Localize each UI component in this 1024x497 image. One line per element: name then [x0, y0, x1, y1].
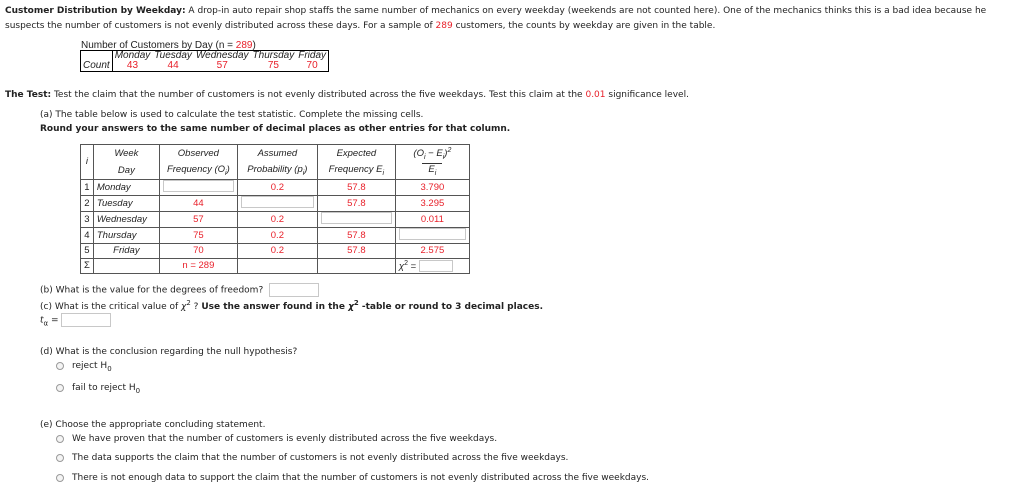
row-chi: 3.295	[395, 195, 469, 211]
row-day: Wednesday	[93, 211, 159, 227]
row-obs: 44	[159, 195, 237, 211]
part-d-question: (d) What is the conclusion regarding the null hypothesis?	[40, 347, 298, 357]
row-obs: 75	[159, 227, 237, 243]
count-title-n: 289	[235, 40, 253, 51]
row-day: Friday	[93, 243, 159, 258]
row-exp: 57.8	[317, 179, 395, 195]
header-assumed-2: Probability $(p_i)$	[237, 162, 317, 179]
count-title-suffix: )	[252, 40, 256, 51]
radio-statement-1[interactable]	[56, 435, 64, 443]
sum-empty-3	[317, 258, 395, 273]
critical-value-input[interactable]	[61, 313, 111, 327]
row-exp: 57.8	[317, 243, 395, 258]
chi-input-cell	[395, 227, 469, 243]
significance-level: 0.01	[585, 90, 606, 100]
row-chi: 2.575	[395, 243, 469, 258]
part-a-instruction	[40, 124, 510, 134]
row-obs: 70	[159, 243, 237, 258]
t-label: t	[40, 315, 44, 326]
count-day-1: Tuesday	[154, 50, 192, 61]
sum-row	[81, 258, 470, 273]
option-reject-label: reject H	[72, 361, 108, 371]
statement-3-label: There is not enough data to support the claim that the number of customers is not evenly distributed across the five weekdays.	[72, 473, 650, 483]
row-exp: 57.8	[317, 195, 395, 211]
chi-denominator: $E_i$	[422, 163, 442, 179]
test-statement	[5, 90, 689, 100]
chi-eq: =	[407, 260, 417, 272]
row-chi: 0.011	[395, 211, 469, 227]
part-c-chi: χ	[181, 302, 187, 312]
row-obs: 57	[159, 211, 237, 227]
sample-size: 289	[435, 21, 453, 31]
count-value-0: 43	[112, 61, 152, 72]
sum-empty-2	[237, 258, 317, 273]
table-row	[81, 227, 470, 243]
count-row-label: Count	[81, 61, 113, 72]
count-value-4: 70	[296, 61, 328, 72]
row-day: Tuesday	[93, 195, 159, 211]
part-c-question: (c) What is the critical value of $\chi^2$ ? Use the answer found in the $\chi^2$ -table or round to 3 decimal places.	[40, 299, 543, 312]
statement-option-1[interactable]	[56, 434, 497, 444]
row-prob: 0.2	[237, 211, 317, 227]
part-c-q: ?	[190, 302, 202, 312]
test-text-a: Test the claim that the number of customers is not evenly distributed across the five weekdays. Test this claim at the	[51, 90, 586, 100]
option-fail-label: fail to reject H	[72, 383, 136, 393]
row-exp: 57.8	[317, 227, 395, 243]
header-i: i	[81, 145, 94, 180]
header-observed-2: Frequency $(O_i)$	[159, 162, 237, 179]
part-c-bold: Use the answer found in the	[201, 302, 349, 312]
row-index: 1	[81, 179, 94, 195]
part-e-question: (e) Choose the appropriate concluding statement.	[40, 420, 266, 430]
rounding-instruction: Round your answers to the same number of decimal places as other entries for that column.	[40, 124, 511, 134]
part-c-text: (c) What is the critical value of	[40, 302, 182, 312]
degrees-of-freedom-input[interactable]	[269, 283, 319, 297]
probability-tuesday-input[interactable]	[241, 196, 314, 208]
part-b-text: (b) What is the value for the degrees of freedom?	[40, 285, 264, 296]
statement-1-label: We have proven that the number of customers is evenly distributed across the five weekdays.	[72, 434, 498, 444]
t-sub: α	[43, 319, 49, 328]
row-prob: 0.2	[237, 227, 317, 243]
statement-option-3[interactable]	[56, 473, 649, 483]
chi-square-total-input[interactable]	[419, 260, 453, 272]
header-observed: Observed	[159, 145, 237, 162]
chi-square-table	[80, 144, 470, 274]
problem-intro	[5, 4, 1019, 34]
count-day-3: Thursday	[252, 50, 295, 61]
table-row	[81, 179, 470, 195]
count-table	[80, 50, 329, 72]
statement-2-label: The data supports the claim that the number of customers is not evenly distributed across the five weekdays.	[72, 453, 569, 463]
count-value-3: 75	[251, 61, 297, 72]
sum-symbol: Σ	[81, 258, 94, 273]
count-day-4: Friday	[296, 51, 328, 62]
row-prob: 0.2	[237, 179, 317, 195]
test-label: The Test:	[5, 90, 52, 100]
prob-input-cell	[237, 195, 317, 211]
radio-statement-3[interactable]	[56, 474, 64, 482]
h0-sub: 0	[107, 364, 112, 373]
sum-empty	[93, 258, 159, 273]
row-index: 2	[81, 195, 94, 211]
expected-wednesday-input[interactable]	[321, 212, 392, 224]
intro-text-a: A drop-in auto repair shop staffs the same number of mechanics on every weekday (weekends are not counted here). One of the mechanics thinks this is a bad idea because he suspects the number of customers is not evenly distributed across these days. For a sample of	[5, 6, 987, 31]
critical-value-row	[40, 313, 111, 327]
header-day: Day	[93, 162, 159, 179]
table-row	[81, 211, 470, 227]
header-chi-contribution	[395, 145, 469, 180]
intro-text-b: customers, the counts by weekday are given in the table.	[452, 21, 716, 31]
count-day-0: Monday	[112, 51, 152, 62]
table-row	[81, 195, 470, 211]
radio-fail-to-reject[interactable]	[56, 384, 64, 392]
radio-statement-2[interactable]	[56, 454, 64, 462]
header-expected: Expected	[317, 145, 395, 162]
header-expected-2: Frequency $E_i$	[317, 162, 395, 179]
count-value-2: 57	[194, 61, 251, 72]
chi-thursday-input[interactable]	[399, 228, 466, 240]
count-day-2: Wednesday	[195, 50, 249, 61]
option-fail-to-reject[interactable]	[56, 383, 140, 395]
header-assumed: Assumed	[237, 145, 317, 162]
sum-n: n = 289	[159, 258, 237, 273]
row-prob: 0.2	[237, 243, 317, 258]
count-value-1: 44	[152, 61, 194, 72]
part-c-bold-2: -table or round to 3 decimal places.	[358, 302, 543, 312]
part-a-question: (a) The table below is used to calculate the test statistic. Complete the missing cells.	[40, 110, 424, 120]
chi-square-total-cell: $\chi^2$ =	[395, 258, 469, 273]
row-index: 3	[81, 211, 94, 227]
observed-monday-input[interactable]	[163, 180, 234, 192]
header-week: Week	[93, 145, 159, 162]
count-title-prefix: Number of Customers by Day (n =	[81, 40, 236, 51]
observed-input-cell	[159, 179, 237, 195]
test-text-b: significance level.	[605, 90, 689, 100]
row-index: 4	[81, 227, 94, 243]
row-day: Thursday	[93, 227, 159, 243]
row-day: Monday	[93, 179, 159, 195]
exp-input-cell	[317, 211, 395, 227]
problem-title: Customer Distribution by Weekday:	[5, 6, 186, 16]
option-reject[interactable]	[56, 361, 112, 373]
part-b-question	[40, 283, 319, 297]
row-index: 5	[81, 243, 94, 258]
row-chi: 3.790	[395, 179, 469, 195]
table-row	[81, 243, 470, 258]
h0-sub-2: 0	[135, 386, 141, 395]
chi-numerator: $(O_i - E_i)^2$	[413, 147, 452, 162]
chi-symbol: χ	[398, 260, 405, 272]
part-c-chi-2: χ	[348, 302, 354, 312]
t-eq: =	[48, 315, 59, 326]
statement-option-2[interactable]	[56, 453, 568, 463]
radio-reject[interactable]	[56, 362, 64, 370]
